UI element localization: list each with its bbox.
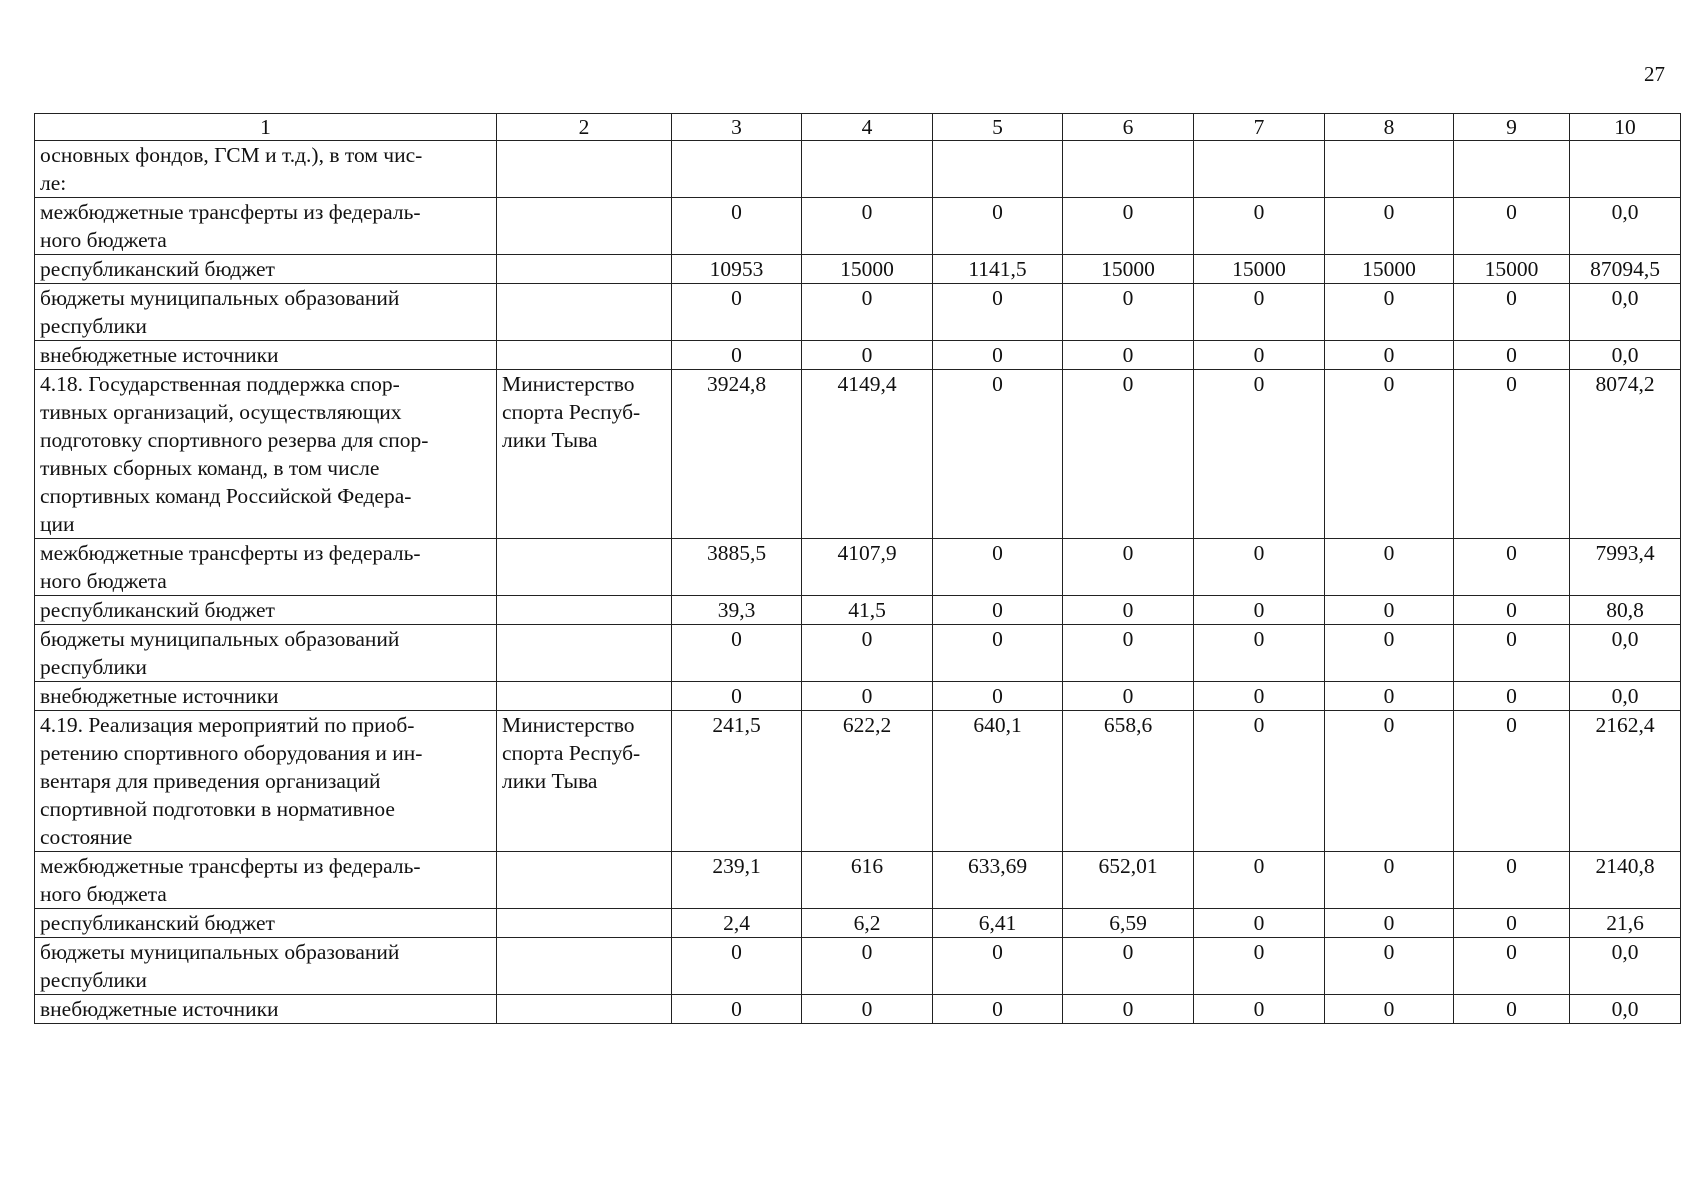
value-cell: 21,6 <box>1570 909 1681 938</box>
value-cell: 0 <box>1454 198 1570 255</box>
value-cell: 0 <box>672 995 802 1024</box>
table-row <box>35 141 1681 198</box>
value-cell: 0 <box>1454 995 1570 1024</box>
value-cell: 15000 <box>1325 255 1454 284</box>
value-cell: 0,0 <box>1570 938 1681 995</box>
value-cell: 0 <box>1454 539 1570 596</box>
value-cell <box>802 141 933 198</box>
value-cell: 0 <box>1063 198 1194 255</box>
value-cell: 0 <box>1454 711 1570 852</box>
responsible-org <box>497 255 672 284</box>
value-cell: 658,6 <box>1063 711 1194 852</box>
table-row <box>35 625 1681 682</box>
responsible-org <box>497 909 672 938</box>
column-header: 7 <box>1194 114 1325 141</box>
row-label: основных фондов, ГСМ и т.д.), в том чис- ле: <box>35 141 497 198</box>
value-cell: 0 <box>1063 625 1194 682</box>
row-label: республиканский бюджет <box>35 596 497 625</box>
value-cell: 0,0 <box>1570 995 1681 1024</box>
row-label: межбюджетные трансферты из федераль- ного бюджета <box>35 539 497 596</box>
value-cell: 0 <box>1194 596 1325 625</box>
value-cell: 0 <box>1325 539 1454 596</box>
column-header: 2 <box>497 114 672 141</box>
responsible-org <box>497 284 672 341</box>
value-cell: 0 <box>933 341 1063 370</box>
value-cell: 0 <box>1325 198 1454 255</box>
value-cell: 0 <box>1454 682 1570 711</box>
value-cell: 0 <box>1194 539 1325 596</box>
value-cell: 0 <box>1325 909 1454 938</box>
value-cell: 0 <box>1454 909 1570 938</box>
value-cell: 0 <box>672 341 802 370</box>
table-row <box>35 711 1681 852</box>
table-body <box>35 141 1681 1024</box>
value-cell: 0 <box>1325 711 1454 852</box>
value-cell: 3885,5 <box>672 539 802 596</box>
value-cell: 0 <box>1194 341 1325 370</box>
value-cell: 0 <box>1194 682 1325 711</box>
value-cell: 0 <box>1194 909 1325 938</box>
value-cell: 0 <box>1325 682 1454 711</box>
value-cell: 0 <box>1194 284 1325 341</box>
value-cell: 0 <box>933 682 1063 711</box>
value-cell: 239,1 <box>672 852 802 909</box>
value-cell: 0,0 <box>1570 625 1681 682</box>
value-cell: 2,4 <box>672 909 802 938</box>
table-row <box>35 852 1681 909</box>
value-cell: 616 <box>802 852 933 909</box>
value-cell: 0 <box>1194 370 1325 539</box>
row-label: внебюджетные источники <box>35 341 497 370</box>
responsible-org <box>497 141 672 198</box>
responsible-org <box>497 682 672 711</box>
row-label: республиканский бюджет <box>35 909 497 938</box>
value-cell: 39,3 <box>672 596 802 625</box>
value-cell: 0 <box>1454 625 1570 682</box>
value-cell: 0 <box>1063 539 1194 596</box>
value-cell: 0 <box>933 625 1063 682</box>
value-cell: 2162,4 <box>1570 711 1681 852</box>
value-cell: 87094,5 <box>1570 255 1681 284</box>
table-row <box>35 938 1681 995</box>
value-cell: 640,1 <box>933 711 1063 852</box>
row-label: 4.18. Государственная поддержка спор- тивных организаций, осуществляющих подготовку спортивного резерва для спор- тивных сборных команд, в том числе спортивных команд Российской Федера- ции <box>35 370 497 539</box>
value-cell: 0 <box>1063 682 1194 711</box>
value-cell: 7993,4 <box>1570 539 1681 596</box>
value-cell: 0,0 <box>1570 284 1681 341</box>
value-cell: 0 <box>1194 852 1325 909</box>
value-cell: 0 <box>672 682 802 711</box>
table-row <box>35 198 1681 255</box>
table-row <box>35 596 1681 625</box>
value-cell: 0,0 <box>1570 341 1681 370</box>
value-cell: 2140,8 <box>1570 852 1681 909</box>
value-cell: 0 <box>1063 938 1194 995</box>
row-label: межбюджетные трансферты из федераль- ного бюджета <box>35 198 497 255</box>
value-cell: 15000 <box>1063 255 1194 284</box>
responsible-org <box>497 198 672 255</box>
value-cell <box>1194 141 1325 198</box>
value-cell: 0 <box>802 625 933 682</box>
value-cell: 0 <box>1325 341 1454 370</box>
value-cell: 15000 <box>1454 255 1570 284</box>
column-header: 3 <box>672 114 802 141</box>
responsible-org: Министерство спорта Респуб- лики Тыва <box>497 711 672 852</box>
value-cell <box>1454 141 1570 198</box>
value-cell: 0 <box>1194 995 1325 1024</box>
value-cell: 6,2 <box>802 909 933 938</box>
value-cell: 15000 <box>802 255 933 284</box>
value-cell: 633,69 <box>933 852 1063 909</box>
value-cell: 0 <box>933 995 1063 1024</box>
budget-table <box>34 113 1681 1024</box>
value-cell: 41,5 <box>802 596 933 625</box>
value-cell: 8074,2 <box>1570 370 1681 539</box>
value-cell: 0 <box>933 539 1063 596</box>
value-cell: 0 <box>933 284 1063 341</box>
row-label: бюджеты муниципальных образований республики <box>35 625 497 682</box>
value-cell: 0 <box>1454 370 1570 539</box>
value-cell: 0 <box>1325 852 1454 909</box>
row-label: 4.19. Реализация мероприятий по приоб- ретению спортивного оборудования и ин- вентаря для приведения организаций спортивной подготовки в нормативное состояние <box>35 711 497 852</box>
table-row <box>35 341 1681 370</box>
table-row <box>35 284 1681 341</box>
value-cell: 6,59 <box>1063 909 1194 938</box>
value-cell: 0 <box>802 341 933 370</box>
value-cell: 0 <box>1325 284 1454 341</box>
value-cell: 6,41 <box>933 909 1063 938</box>
responsible-org <box>497 596 672 625</box>
value-cell: 0 <box>1325 596 1454 625</box>
value-cell: 0 <box>1063 995 1194 1024</box>
value-cell: 0 <box>1194 198 1325 255</box>
responsible-org <box>497 341 672 370</box>
value-cell: 0 <box>802 198 933 255</box>
value-cell: 652,01 <box>1063 852 1194 909</box>
value-cell: 0 <box>672 284 802 341</box>
value-cell: 0 <box>672 938 802 995</box>
value-cell: 0 <box>933 938 1063 995</box>
value-cell: 0 <box>1325 995 1454 1024</box>
value-cell: 0 <box>1454 938 1570 995</box>
responsible-org: Министерство спорта Респуб- лики Тыва <box>497 370 672 539</box>
column-header: 4 <box>802 114 933 141</box>
value-cell: 0 <box>1454 596 1570 625</box>
value-cell: 0 <box>802 284 933 341</box>
value-cell: 4149,4 <box>802 370 933 539</box>
value-cell: 0 <box>933 370 1063 539</box>
value-cell: 0 <box>1194 938 1325 995</box>
responsible-org <box>497 539 672 596</box>
value-cell: 0 <box>1194 625 1325 682</box>
value-cell: 0 <box>1454 341 1570 370</box>
value-cell: 0 <box>1454 284 1570 341</box>
value-cell: 0 <box>802 995 933 1024</box>
value-cell: 0 <box>1063 370 1194 539</box>
value-cell: 0 <box>1325 625 1454 682</box>
page-number: 27 <box>1644 62 1665 86</box>
value-cell: 0 <box>1325 370 1454 539</box>
column-header: 5 <box>933 114 1063 141</box>
value-cell: 0 <box>1063 341 1194 370</box>
value-cell: 0,0 <box>1570 682 1681 711</box>
value-cell: 80,8 <box>1570 596 1681 625</box>
value-cell <box>1063 141 1194 198</box>
responsible-org <box>497 625 672 682</box>
value-cell <box>1325 141 1454 198</box>
responsible-org <box>497 995 672 1024</box>
value-cell: 0 <box>802 938 933 995</box>
responsible-org <box>497 852 672 909</box>
value-cell: 4107,9 <box>802 539 933 596</box>
row-label: внебюджетные источники <box>35 682 497 711</box>
column-header: 6 <box>1063 114 1194 141</box>
column-header: 10 <box>1570 114 1681 141</box>
value-cell: 0 <box>933 596 1063 625</box>
table-row <box>35 995 1681 1024</box>
header-row <box>35 114 1681 141</box>
table-row <box>35 370 1681 539</box>
value-cell: 1141,5 <box>933 255 1063 284</box>
value-cell: 0 <box>933 198 1063 255</box>
value-cell: 622,2 <box>802 711 933 852</box>
row-label: внебюджетные источники <box>35 995 497 1024</box>
value-cell: 241,5 <box>672 711 802 852</box>
value-cell: 0 <box>802 682 933 711</box>
table-row <box>35 539 1681 596</box>
value-cell: 3924,8 <box>672 370 802 539</box>
value-cell <box>1570 141 1681 198</box>
value-cell: 0 <box>672 198 802 255</box>
value-cell: 0 <box>1454 852 1570 909</box>
value-cell: 0 <box>1325 938 1454 995</box>
value-cell: 10953 <box>672 255 802 284</box>
value-cell: 15000 <box>1194 255 1325 284</box>
responsible-org <box>497 938 672 995</box>
row-label: республиканский бюджет <box>35 255 497 284</box>
table-row <box>35 909 1681 938</box>
value-cell: 0 <box>1063 596 1194 625</box>
value-cell: 0 <box>1194 711 1325 852</box>
value-cell: 0 <box>672 625 802 682</box>
column-header: 1 <box>35 114 497 141</box>
table-row <box>35 255 1681 284</box>
value-cell: 0,0 <box>1570 198 1681 255</box>
value-cell <box>933 141 1063 198</box>
column-header: 8 <box>1325 114 1454 141</box>
value-cell: 0 <box>1063 284 1194 341</box>
row-label: бюджеты муниципальных образований республики <box>35 938 497 995</box>
row-label: межбюджетные трансферты из федераль- ного бюджета <box>35 852 497 909</box>
value-cell <box>672 141 802 198</box>
table-row <box>35 682 1681 711</box>
row-label: бюджеты муниципальных образований республики <box>35 284 497 341</box>
column-header: 9 <box>1454 114 1570 141</box>
